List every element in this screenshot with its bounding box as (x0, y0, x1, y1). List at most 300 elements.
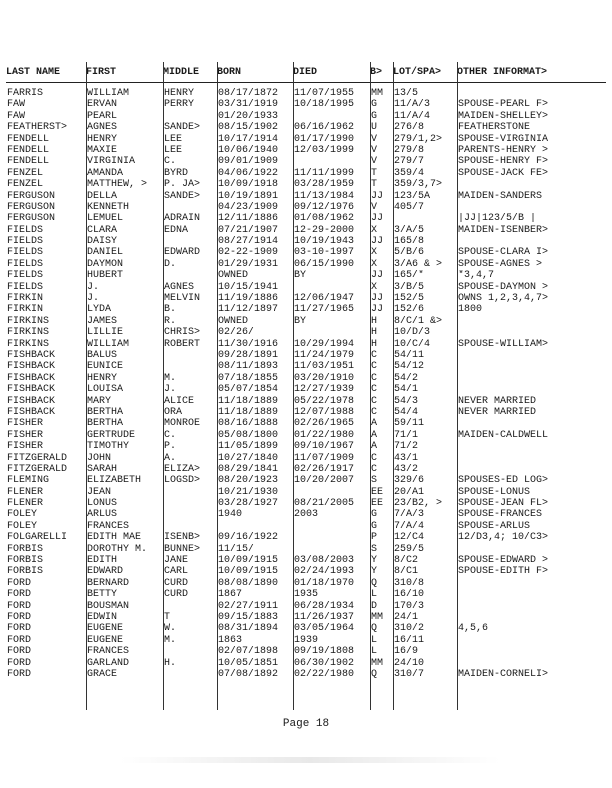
table-row (6, 225, 606, 236)
cell-block: V (371, 201, 378, 213)
cell-last-name: FLENER (7, 486, 44, 498)
cell-died-date: 03/08/2003 (294, 555, 355, 567)
cell-last-name: FIRKINS (7, 338, 50, 350)
cell-block: C (371, 395, 378, 407)
cell-lot-space: 54/1 (394, 384, 419, 396)
cell-died-date: 01/22/1980 (294, 429, 355, 441)
cell-lot-space: 8/C2 (394, 555, 419, 567)
table-row (6, 168, 606, 179)
table-row (6, 111, 606, 122)
cell-first-name: EDITH (87, 555, 118, 567)
cell-first-name: ERVAN (87, 99, 118, 111)
cell-block: MM (371, 657, 384, 669)
cell-block: MM (371, 88, 384, 99)
cell-born-date: 11/05/1899 (218, 441, 279, 453)
cell-other-info: SPOUSE-ARLUS (458, 520, 531, 532)
table-row (6, 601, 606, 612)
cell-lot-space: 8/C1 (394, 566, 419, 578)
cell-block: X (371, 258, 378, 270)
table-row (6, 247, 606, 258)
cell-first-name: PEARL (87, 110, 118, 122)
table-row (6, 453, 606, 464)
cell-last-name: FISHBACK (7, 349, 56, 361)
cell-died-date: 02/22/1980 (294, 668, 355, 680)
cell-last-name: FAW (7, 110, 26, 122)
cell-middle-name: LEE (164, 133, 183, 145)
cell-born-date: 03/28/1927 (218, 498, 279, 510)
cell-died-date: 02/26/1965 (294, 418, 355, 430)
header-lot-space: LOT/SPA> (393, 67, 442, 78)
cell-last-name: FISHBACK (7, 406, 56, 418)
column-header-row (6, 66, 606, 79)
cell-first-name: ARLUS (87, 509, 118, 521)
cell-other-info: MAIDEN-ISENBER> (458, 224, 549, 236)
cell-middle-name: ISENB> (164, 532, 201, 544)
cell-block: V (371, 133, 378, 145)
cell-born-date: 10/17/1914 (218, 133, 279, 145)
cell-block: V (371, 144, 378, 156)
cell-lot-space: 279/7 (394, 156, 425, 168)
cell-last-name: FORBIS (7, 543, 44, 555)
table-row (6, 475, 606, 486)
cell-middle-name: CARL (164, 566, 189, 578)
cell-born-date: 04/06/1922 (218, 167, 279, 179)
cell-last-name: FISHER (7, 429, 44, 441)
cell-last-name: FORBIS (7, 566, 44, 578)
header-last-name: LAST NAME (6, 67, 61, 78)
cell-died-date: 11/07/1955 (294, 88, 355, 99)
header-middle-name: MIDDLE (163, 67, 200, 78)
cell-born-date: 10/15/1941 (218, 281, 279, 293)
cell-middle-name: ORA (164, 406, 183, 418)
cell-died-date: 12/03/1999 (294, 144, 355, 156)
cell-first-name: DAYMON (87, 258, 124, 270)
cell-lot-space: 170/3 (394, 600, 425, 612)
cell-lot-space: 3/B/5 (394, 281, 425, 293)
cell-born-date: 1940 (218, 509, 243, 521)
cell-other-info: MAIDEN-SHELLEY> (458, 110, 549, 122)
cell-first-name: JEAN (87, 486, 112, 498)
cell-lot-space: 259/5 (394, 543, 425, 555)
cell-first-name: EDWARD (87, 566, 124, 578)
cell-middle-name: CHRIS> (164, 327, 201, 339)
cell-born-date: 10/19/1891 (218, 190, 279, 202)
cell-middle-name: BYRD (164, 167, 189, 179)
header-born-date: BORN (217, 67, 242, 78)
cell-first-name: AMANDA (87, 167, 124, 179)
cell-middle-name: PERRY (164, 99, 195, 111)
cell-last-name: FORD (7, 589, 32, 601)
cell-lot-space: 165/8 (394, 236, 425, 248)
cell-lot-space: 405/7 (394, 201, 425, 213)
cell-died-date: 1939 (294, 634, 319, 646)
cell-other-info: PARENTS-HENRY > (458, 144, 549, 156)
cell-first-name: HUBERT (87, 270, 124, 282)
cell-other-info: OWNS 1,2,3,4,7> (458, 293, 549, 305)
cell-block: X (371, 224, 378, 236)
cell-last-name: FERGUSON (7, 201, 56, 213)
cell-block: JJ (371, 213, 384, 225)
cell-lot-space: 359/4 (394, 167, 425, 179)
cell-died-date: 10/18/1995 (294, 99, 355, 111)
cell-first-name: EDWIN (87, 611, 118, 623)
page-number: Page 18 (282, 718, 330, 730)
cell-died-date: 2003 (294, 509, 319, 521)
table-row (6, 236, 606, 247)
cell-born-date: 02/26/ (218, 327, 255, 339)
cell-other-info: 4,5,6 (458, 623, 489, 635)
table-row (6, 498, 606, 509)
cell-died-date: 11/27/1965 (294, 304, 355, 316)
cell-lot-space: 16/11 (394, 634, 425, 646)
cell-block: JJ (371, 304, 384, 316)
cell-block: H (371, 338, 378, 350)
cell-middle-name: B. (164, 304, 177, 316)
cell-last-name: FLENER (7, 498, 44, 510)
cell-lot-space: 5/B/6 (394, 247, 425, 259)
cell-lot-space: 359/3,7> (394, 179, 443, 191)
cell-block: D (371, 600, 378, 612)
cell-died-date: 12/07/1988 (294, 406, 355, 418)
cell-died-date: 03-10-1997 (294, 247, 355, 259)
cell-lot-space: 23/B2, > (394, 498, 443, 510)
cell-last-name: FORD (7, 668, 32, 680)
cell-middle-name: C. (164, 429, 177, 441)
cell-first-name: CLARA (87, 224, 118, 236)
cell-last-name: FIELDS (7, 224, 44, 236)
cell-block: T (371, 179, 378, 191)
cell-first-name: SARAH (87, 463, 118, 475)
cell-died-date: 06/16/1962 (294, 122, 355, 134)
cell-born-date: 10/09/1918 (218, 179, 279, 191)
table-row (6, 327, 606, 338)
cell-middle-name: W. (164, 623, 177, 635)
cell-other-info: SPOUSE-VIRGINIA (458, 133, 549, 145)
cell-born-date: 10/05/1851 (218, 657, 279, 669)
cell-died-date: 12/27/1939 (294, 384, 355, 396)
cell-born-date: 05/07/1854 (218, 384, 279, 396)
cell-first-name: BETTY (87, 589, 118, 601)
cell-block: L (371, 589, 378, 601)
cell-lot-space: 11/A/4 (394, 110, 431, 122)
cell-block: JJ (371, 270, 384, 282)
cell-last-name: FIELDS (7, 270, 44, 282)
cell-lot-space: 11/A/3 (394, 99, 431, 111)
cell-lot-space: 279/1,2> (394, 133, 443, 145)
cell-last-name: FIRKINS (7, 327, 50, 339)
burial-records-table (6, 88, 606, 680)
cell-lot-space: 10/D/3 (394, 327, 431, 339)
cell-block: MM (371, 611, 384, 623)
cell-lot-space: 310/7 (394, 668, 425, 680)
cell-died-date: 11/24/1979 (294, 349, 355, 361)
cell-died-date: 03/20/1910 (294, 372, 355, 384)
cell-other-info: |JJ|123/5/B | (458, 213, 537, 225)
cell-died-date: 06/28/1934 (294, 600, 355, 612)
table-row (6, 532, 606, 543)
table-row (6, 282, 606, 293)
table-row (6, 384, 606, 395)
cell-block: EE (371, 498, 384, 510)
cell-born-date: 09/16/1922 (218, 532, 279, 544)
cell-born-date: 08/15/1902 (218, 122, 279, 134)
cell-last-name: FITZGERALD (7, 452, 68, 464)
cell-lot-space: 43/2 (394, 463, 419, 475)
table-row (6, 612, 606, 623)
cell-born-date: 10/06/1940 (218, 144, 279, 156)
cell-last-name: FISHBACK (7, 372, 56, 384)
cell-block: L (371, 646, 378, 658)
cell-died-date: 06/15/1990 (294, 258, 355, 270)
cell-block: A (371, 418, 378, 430)
cell-last-name: FOLEY (7, 509, 38, 521)
cell-died-date: 10/29/1994 (294, 338, 355, 350)
cell-first-name: LYDA (87, 304, 112, 316)
cell-last-name: FIRKIN (7, 304, 44, 316)
cell-middle-name: R. (164, 315, 177, 327)
cell-middle-name: MELVIN (164, 293, 201, 305)
cell-born-date: 07/08/1892 (218, 668, 279, 680)
cell-lot-space: 10/C/4 (394, 338, 431, 350)
table-row (6, 122, 606, 133)
cell-first-name: BOUSMAN (87, 600, 130, 612)
cell-middle-name: ROBERT (164, 338, 201, 350)
cell-middle-name: JANE (164, 555, 189, 567)
table-row (6, 99, 606, 110)
cell-lot-space: 152/6 (394, 304, 425, 316)
cell-lot-space: 24/10 (394, 657, 425, 669)
table-row (6, 361, 606, 372)
cell-died-date: BY (294, 270, 307, 282)
cell-born-date: 10/09/1915 (218, 555, 279, 567)
table-row (6, 191, 606, 202)
cell-block: P (371, 532, 378, 544)
table-row (6, 350, 606, 361)
cell-middle-name: SANDE> (164, 122, 201, 134)
cell-died-date: 03/28/1959 (294, 179, 355, 191)
cell-lot-space: 7/A/3 (394, 509, 425, 521)
cell-last-name: FORD (7, 600, 32, 612)
cell-other-info: NEVER MARRIED (458, 395, 537, 407)
table-row (6, 316, 606, 327)
cell-born-date: 07/18/1855 (218, 372, 279, 384)
cell-last-name: FITZGERALD (7, 463, 68, 475)
cell-lot-space: 54/11 (394, 349, 425, 361)
cell-last-name: FORBIS (7, 555, 44, 567)
cell-block: A (371, 429, 378, 441)
cell-block: Y (371, 555, 378, 567)
cell-other-info: FEATHERSTONE (458, 122, 531, 134)
cell-last-name: FORD (7, 577, 32, 589)
cell-lot-space: 54/4 (394, 406, 419, 418)
cell-block: EE (371, 486, 384, 498)
header-other-info: OTHER INFORMAT> (457, 67, 548, 78)
table-row (6, 134, 606, 145)
cell-died-date: 11/03/1951 (294, 361, 355, 373)
cell-block: C (371, 372, 378, 384)
cell-other-info: SPOUSE-EDWARD > (458, 555, 549, 567)
cell-middle-name: LOGSD> (164, 475, 201, 487)
cell-first-name: DELLA (87, 190, 118, 202)
cell-first-name: HENRY (87, 372, 118, 384)
cell-born-date: 08/20/1923 (218, 475, 279, 487)
cell-lot-space: 20/A1 (394, 486, 425, 498)
table-row (6, 521, 606, 532)
table-row (6, 339, 606, 350)
cell-born-date: 08/31/1894 (218, 623, 279, 635)
table-row (6, 566, 606, 577)
cell-born-date: 12/11/1886 (218, 213, 279, 225)
cell-died-date: 10/19/1943 (294, 236, 355, 248)
cell-block: C (371, 406, 378, 418)
cell-other-info: MAIDEN-SANDERS (458, 190, 543, 202)
table-row (6, 646, 606, 657)
table-row (6, 293, 606, 304)
cell-lot-space: 7/A/4 (394, 520, 425, 532)
cell-middle-name: SANDE> (164, 190, 201, 202)
cell-first-name: MATTHEW, > (87, 179, 148, 191)
table-row (6, 441, 606, 452)
cell-first-name: WILLIAM (87, 88, 130, 99)
cell-died-date: 01/18/1970 (294, 577, 355, 589)
cell-middle-name: H. (164, 657, 177, 669)
cell-first-name: EDITH MAE (87, 532, 142, 544)
cell-first-name: BALUS (87, 349, 118, 361)
cell-middle-name: EDNA (164, 224, 189, 236)
cell-block: A (371, 441, 378, 453)
table-row (6, 213, 606, 224)
cell-other-info: SPOUSE-PEARL F> (458, 99, 549, 111)
table-row (6, 202, 606, 213)
cell-block: X (371, 247, 378, 259)
cell-last-name: FORD (7, 623, 32, 635)
cell-last-name: FIELDS (7, 236, 44, 248)
cell-lot-space: 3/A6 & > (394, 258, 443, 270)
cell-middle-name: C. (164, 156, 177, 168)
cell-other-info: MAIDEN-CORNELI> (458, 668, 549, 680)
cell-lot-space: 16/9 (394, 646, 419, 658)
cell-lot-space: 310/8 (394, 577, 425, 589)
cell-last-name: FISHBACK (7, 384, 56, 396)
cell-died-date: 01/17/1990 (294, 133, 355, 145)
cell-first-name: ELIZABETH (87, 475, 142, 487)
cell-last-name: FEATHERST> (7, 122, 68, 134)
table-row (6, 578, 606, 589)
table-row (6, 658, 606, 669)
cell-block: C (371, 384, 378, 396)
cell-lot-space: 13/5 (394, 88, 419, 99)
cell-born-date: 10/09/1915 (218, 566, 279, 578)
table-row (6, 464, 606, 475)
cell-born-date: 10/21/1930 (218, 486, 279, 498)
cell-born-date: 02/27/1911 (218, 600, 279, 612)
cell-last-name: FENZEL (7, 167, 44, 179)
cell-first-name: BERNARD (87, 577, 130, 589)
table-row (6, 270, 606, 281)
cell-block: T (371, 167, 378, 179)
scan-smudge (120, 757, 500, 763)
cell-other-info: MAIDEN-CALDWELL (458, 429, 549, 441)
table-row (6, 509, 606, 520)
cell-lot-space: 165/* (394, 270, 425, 282)
cell-middle-name: BUNNE> (164, 543, 201, 555)
cell-first-name: BERTHA (87, 418, 124, 430)
cell-lot-space: 12/C4 (394, 532, 425, 544)
table-row (6, 156, 606, 167)
cell-born-date: 10/27/1840 (218, 452, 279, 464)
cell-last-name: FLEMING (7, 475, 50, 487)
cell-block: H (371, 327, 378, 339)
cell-born-date: 05/08/1800 (218, 429, 279, 441)
table-row (6, 589, 606, 600)
cell-lot-space: 8/C/1 &> (394, 315, 443, 327)
cell-born-date: 02/07/1898 (218, 646, 279, 658)
cell-block: L (371, 634, 378, 646)
table-row (6, 430, 606, 441)
cell-other-info: SPOUSE-CLARA I> (458, 247, 549, 259)
cell-lot-space: 123/5A (394, 190, 431, 202)
cell-other-info: SPOUSE-HENRY F> (458, 156, 549, 168)
cell-lot-space: 54/12 (394, 361, 425, 373)
cell-middle-name: J. (164, 384, 177, 396)
cell-born-date: 01/29/1931 (218, 258, 279, 270)
cell-block: Y (371, 566, 378, 578)
cell-block: C (371, 463, 378, 475)
cell-first-name: KENNETH (87, 201, 130, 213)
cell-lot-space: 54/2 (394, 372, 419, 384)
cell-block: Q (371, 668, 378, 680)
cell-first-name: BERTHA (87, 406, 124, 418)
cell-died-date: 1935 (294, 589, 319, 601)
cell-born-date: 01/20/1933 (218, 110, 279, 122)
cell-last-name: FARRIS (7, 88, 44, 99)
cell-middle-name: ADRAIN (164, 213, 201, 225)
cell-born-date: 02-22-1909 (218, 247, 279, 259)
cell-first-name: GARLAND (87, 657, 130, 669)
cell-other-info: SPOUSE-JACK FE> (458, 167, 549, 179)
cell-last-name: FAW (7, 99, 26, 111)
cell-born-date: 04/23/1909 (218, 201, 279, 213)
table-row (6, 304, 606, 315)
cell-born-date: 03/31/1919 (218, 99, 279, 111)
cell-last-name: FOLEY (7, 520, 38, 532)
cell-last-name: FIRKIN (7, 293, 44, 305)
cell-last-name: FISHER (7, 441, 44, 453)
cell-first-name: LONUS (87, 498, 118, 510)
cell-last-name: FENDELL (7, 144, 50, 156)
cell-lot-space: 71/2 (394, 441, 419, 453)
cell-other-info: SPOUSE-EDITH F> (458, 566, 549, 578)
cell-lot-space: 276/8 (394, 122, 425, 134)
cell-middle-name: D. (164, 258, 177, 270)
cell-block: X (371, 281, 378, 293)
cell-first-name: JOHN (87, 452, 112, 464)
cell-born-date: 11/18/1889 (218, 406, 279, 418)
table-row (6, 487, 606, 498)
cell-block: G (371, 110, 378, 122)
cell-block: G (371, 99, 378, 111)
cell-died-date: 10/20/2007 (294, 475, 355, 487)
cell-middle-name: P. (164, 441, 177, 453)
cell-born-date: 08/27/1914 (218, 236, 279, 248)
cell-born-date: 09/01/1909 (218, 156, 279, 168)
cell-lot-space: 329/6 (394, 475, 425, 487)
cell-first-name: EUGENE (87, 634, 124, 646)
cell-lot-space: 3/A/5 (394, 224, 425, 236)
cell-lot-space: 152/5 (394, 293, 425, 305)
cell-first-name: DAISY (87, 236, 118, 248)
cell-block: S (371, 475, 378, 487)
